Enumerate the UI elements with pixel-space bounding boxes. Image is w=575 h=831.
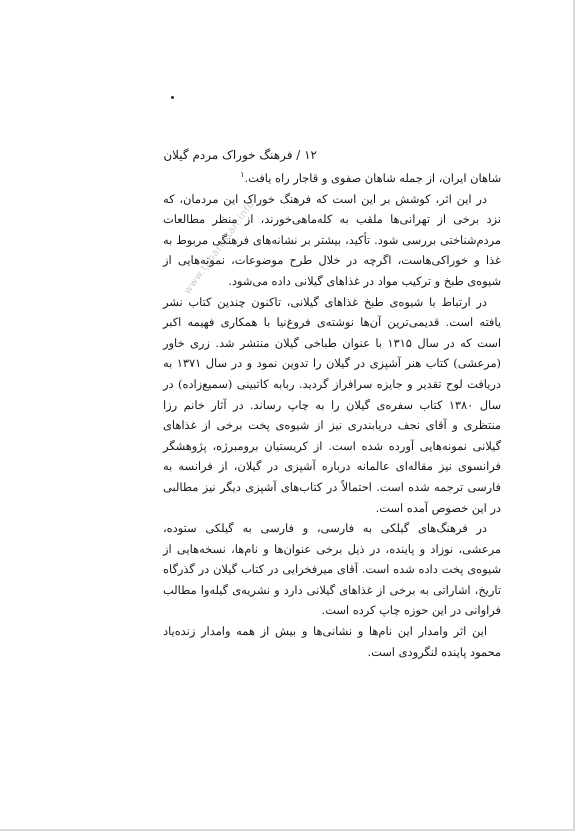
paragraph-4: در فرهنگ‌های گیلکی به فارسی، و فارسی به گیلکی ستوده، مرعشی، نوزاد و پاینده، در ذیل برخی عنوان‌ها و نام‌ها، نسخه‌هایی از شیوه‌ی پخت داده شده است. آقای میرفخرایی در کتاب گیلان در گذرگاه تاریخ، اشاراتی به برخی از غذاهای گیلانی دارد و نشریه‌ی گیله‌وا مطالب فراوانی در این حوزه چاپ کرده است. — [163, 521, 501, 618]
paragraph-5: این اثر وامدار این نام‌ها و نشانی‌ها و بیش از همه وامدار زنده‌یاد محمود پاینده لنگرودی است. — [163, 624, 501, 659]
paragraph-1-text: شاهان ایران، از جمله شاهان صفوی و قاجار راه یافت. — [244, 171, 501, 185]
paragraph-1 — [163, 168, 501, 189]
paragraph-3: در ارتباط با شیوه‌ی طبخ غذاهای گیلانی، تاکنون چندین کتاب نشر یافته است. قدیمی‌ترین آن‌ها نوشته‌ی فروغ‌نیا با همکاری فهیمه اکبر است که در سال ۱۳۱۵ با عنوان طباخی گیلان منتشر شد. زری خاور (مرعشی) کتاب هنر آشپزی در گیلان را تدوین نمود و در سال ۱۳۷۱ به دریافت لوح تقدیر و جایزه سرافراز گردید. ربابه کاتبینی (سمیع‌زاده) در سال ۱۳۸۰ کتاب سفره‌ی گیلان را به چاپ رساند. در آثار خانم رزا منتظری و آقای نجف دریابندری نیز از شیوه‌ی پخت برخی از غذاهای گیلانی نمونه‌هایی آورده شده است. از کریستیان برومبرژه، پژوهشگر فرانسوی نیز مقاله‌ای عالمانه درباره آشپزی در گیلان، از فرانسه به فارسی ترجمه شده است. احتمالاً در کتاب‌های آشپزی دیگر نیز مطالبی در این خصوص آمده است. — [163, 294, 501, 515]
body-text — [163, 168, 501, 662]
paragraph-2: در این اثر، کوشش بر این است که فرهنگ خوراک این مردمان، که نزد برخی از تهرانی‌ها ملقب به کله‌ماهی‌خورند، از منظر مطالعات مردم‌شناختی بررسی شود. تأکید، بیشتر بر نشانه‌های فرهنگی مربوط به غذا و خوراکی‌هاست، اگرچه در خلال طرح موضوعات، نمونه‌هایی از شیوه‌ی طبخ و ترکیب مواد در غذاهای گیلانی داده می‌شود. — [163, 191, 501, 288]
running-header: ۱۲ / فرهنگ خوراک مردم گیلان — [163, 148, 317, 162]
footnote-marker: ۱ — [240, 170, 245, 180]
watermark: www.tabarestan.info — [182, 199, 257, 297]
stray-dot — [171, 96, 174, 99]
